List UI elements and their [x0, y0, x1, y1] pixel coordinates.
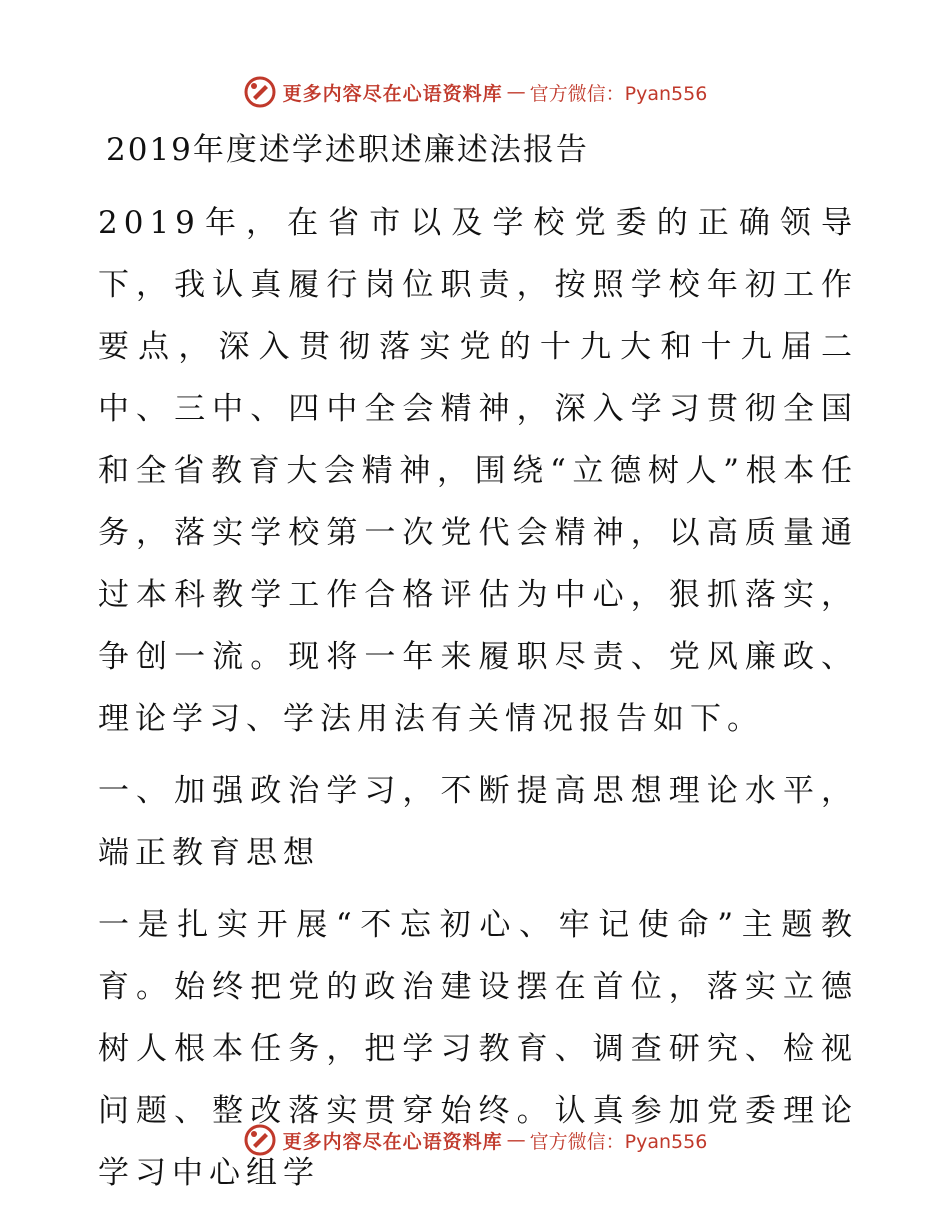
section-heading: 一、加强政治学习，不断提高思想理论水平，端正教育思想: [98, 773, 858, 871]
watermark-wechat: 官方微信：Pyan556: [529, 82, 708, 105]
watermark-separator: —: [506, 1129, 526, 1151]
header-watermark: [0, 70, 950, 114]
paragraph: 2019年，在省市以及学校党委的正确领导下，我认真履行岗位职责，按照学校年初工作要点，深入贯彻落实党的十九大和十九届二中、三中、四中全会精神，深入学习贯彻全国和全省教育大会精神，围绕“立德树人”根本任务，落实学校第一次党代会精神，以高质量通过本科教学工作合格评估为中心，狠抓落实，争创一流。现将一年来履职尽责、党风廉政、理论学习、学法用法有关情况报告如下。: [98, 205, 858, 737]
footer-watermark: [0, 1118, 950, 1162]
watermark-separator: —: [506, 81, 526, 103]
watermark-wechat: 官方微信：Pyan556: [529, 1130, 708, 1153]
watermark-text: 更多内容尽在心语资料库: [282, 1130, 503, 1153]
paragraph: 一是扎实开展“不忘初心、牢记使命”主题教育。始终把党的政治建设摆在首位，落实立德树人根本任务，把学习教育、调查研究、检视问题、整改落实贯穿始终。认真参加党委理论学习中心组学: [98, 907, 858, 1191]
brand-logo-icon: [243, 75, 277, 109]
document-title: 2019年度述学述职述廉述法报告: [106, 132, 589, 168]
document-body: [98, 120, 858, 1214]
brand-logo-icon: [243, 1123, 277, 1157]
watermark-text: 更多内容尽在心语资料库: [282, 82, 503, 105]
